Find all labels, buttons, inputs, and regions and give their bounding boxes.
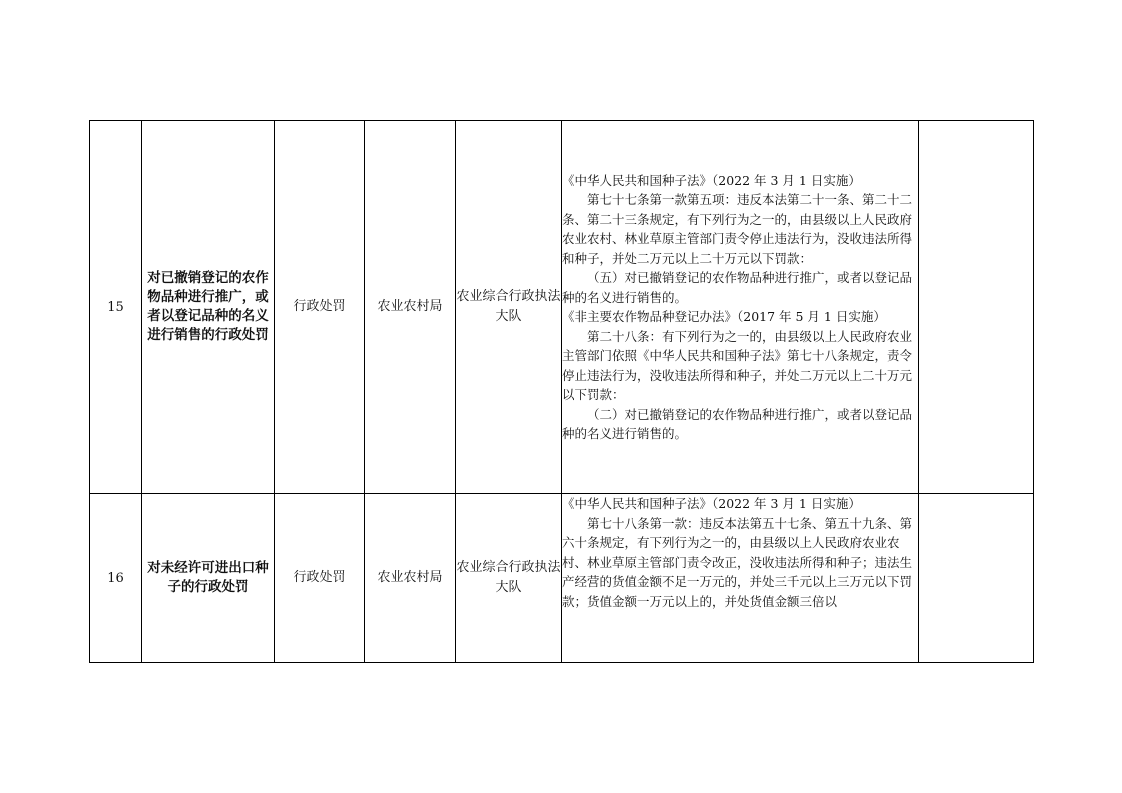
legal-basis bbox=[562, 121, 919, 494]
basis-paragraph: 第七十八条第一款：违反本法第五十七条、第五十九条、第六十条规定，有下列行为之一的，由县级以上人民政府农业农村、林业草原主管部门责令改正，没收违法所得和种子；违法生产经营的货值金额不足一万元的，并处三千元以上三万元以下罚款；货值金额一万元以上的，并处货值金额三倍以 bbox=[562, 515, 913, 609]
responsible-department: 农业农村局 bbox=[365, 121, 456, 494]
responsible-department: 农业农村局 bbox=[365, 494, 456, 663]
item-name: 对未经许可进出口种子的行政处罚 bbox=[142, 494, 275, 663]
basis-paragraph: （五）对已撤销登记的农作物品种进行推广，或者以登记品种的名义进行销售的。 bbox=[562, 270, 913, 305]
basis-paragraph: 《中华人民共和国种子法》（2022 年 3 月 1 日实施） bbox=[562, 172, 861, 188]
item-category: 行政处罚 bbox=[275, 121, 365, 494]
executing-unit: 农业综合行政执法大队 bbox=[456, 494, 562, 663]
legal-basis bbox=[562, 494, 919, 663]
remarks bbox=[919, 121, 1034, 494]
executing-unit: 农业综合行政执法大队 bbox=[456, 121, 562, 494]
basis-paragraph: （二）对已撤销登记的农作物品种进行推广，或者以登记品种的名义进行销售的。 bbox=[562, 406, 913, 441]
table-row bbox=[90, 121, 1034, 494]
penalty-table bbox=[89, 120, 1034, 663]
basis-paragraph: 第七十七条第一款第五项：违反本法第二十一条、第二十二条、第二十三条规定，有下列行为之一的，由县级以上人民政府农业农村、林业草原主管部门责令停止违法行为，没收违法所得和种子，并处二万元以上二十万元以下罚款： bbox=[562, 192, 913, 266]
remarks bbox=[919, 494, 1034, 663]
basis-paragraph: 《中华人民共和国种子法》（2022 年 3 月 1 日实施） bbox=[562, 496, 861, 511]
row-number: 15 bbox=[90, 121, 142, 494]
row-number: 16 bbox=[90, 494, 142, 663]
table-row bbox=[90, 494, 1034, 663]
basis-paragraph: 第二十八条：有下列行为之一的，由县级以上人民政府农业主管部门依照《中华人民共和国种子法》第七十八条规定，责令停止违法行为，没收违法所得和种子，并处二万元以上二十万元以下罚款： bbox=[562, 328, 913, 402]
item-category: 行政处罚 bbox=[275, 494, 365, 663]
basis-paragraph: 《非主要农作物品种登记办法》（2017 年 5 月 1 日实施） bbox=[562, 309, 886, 324]
item-name: 对已撤销登记的农作物品种进行推广，或者以登记品种的名义进行销售的行政处罚 bbox=[142, 121, 275, 494]
